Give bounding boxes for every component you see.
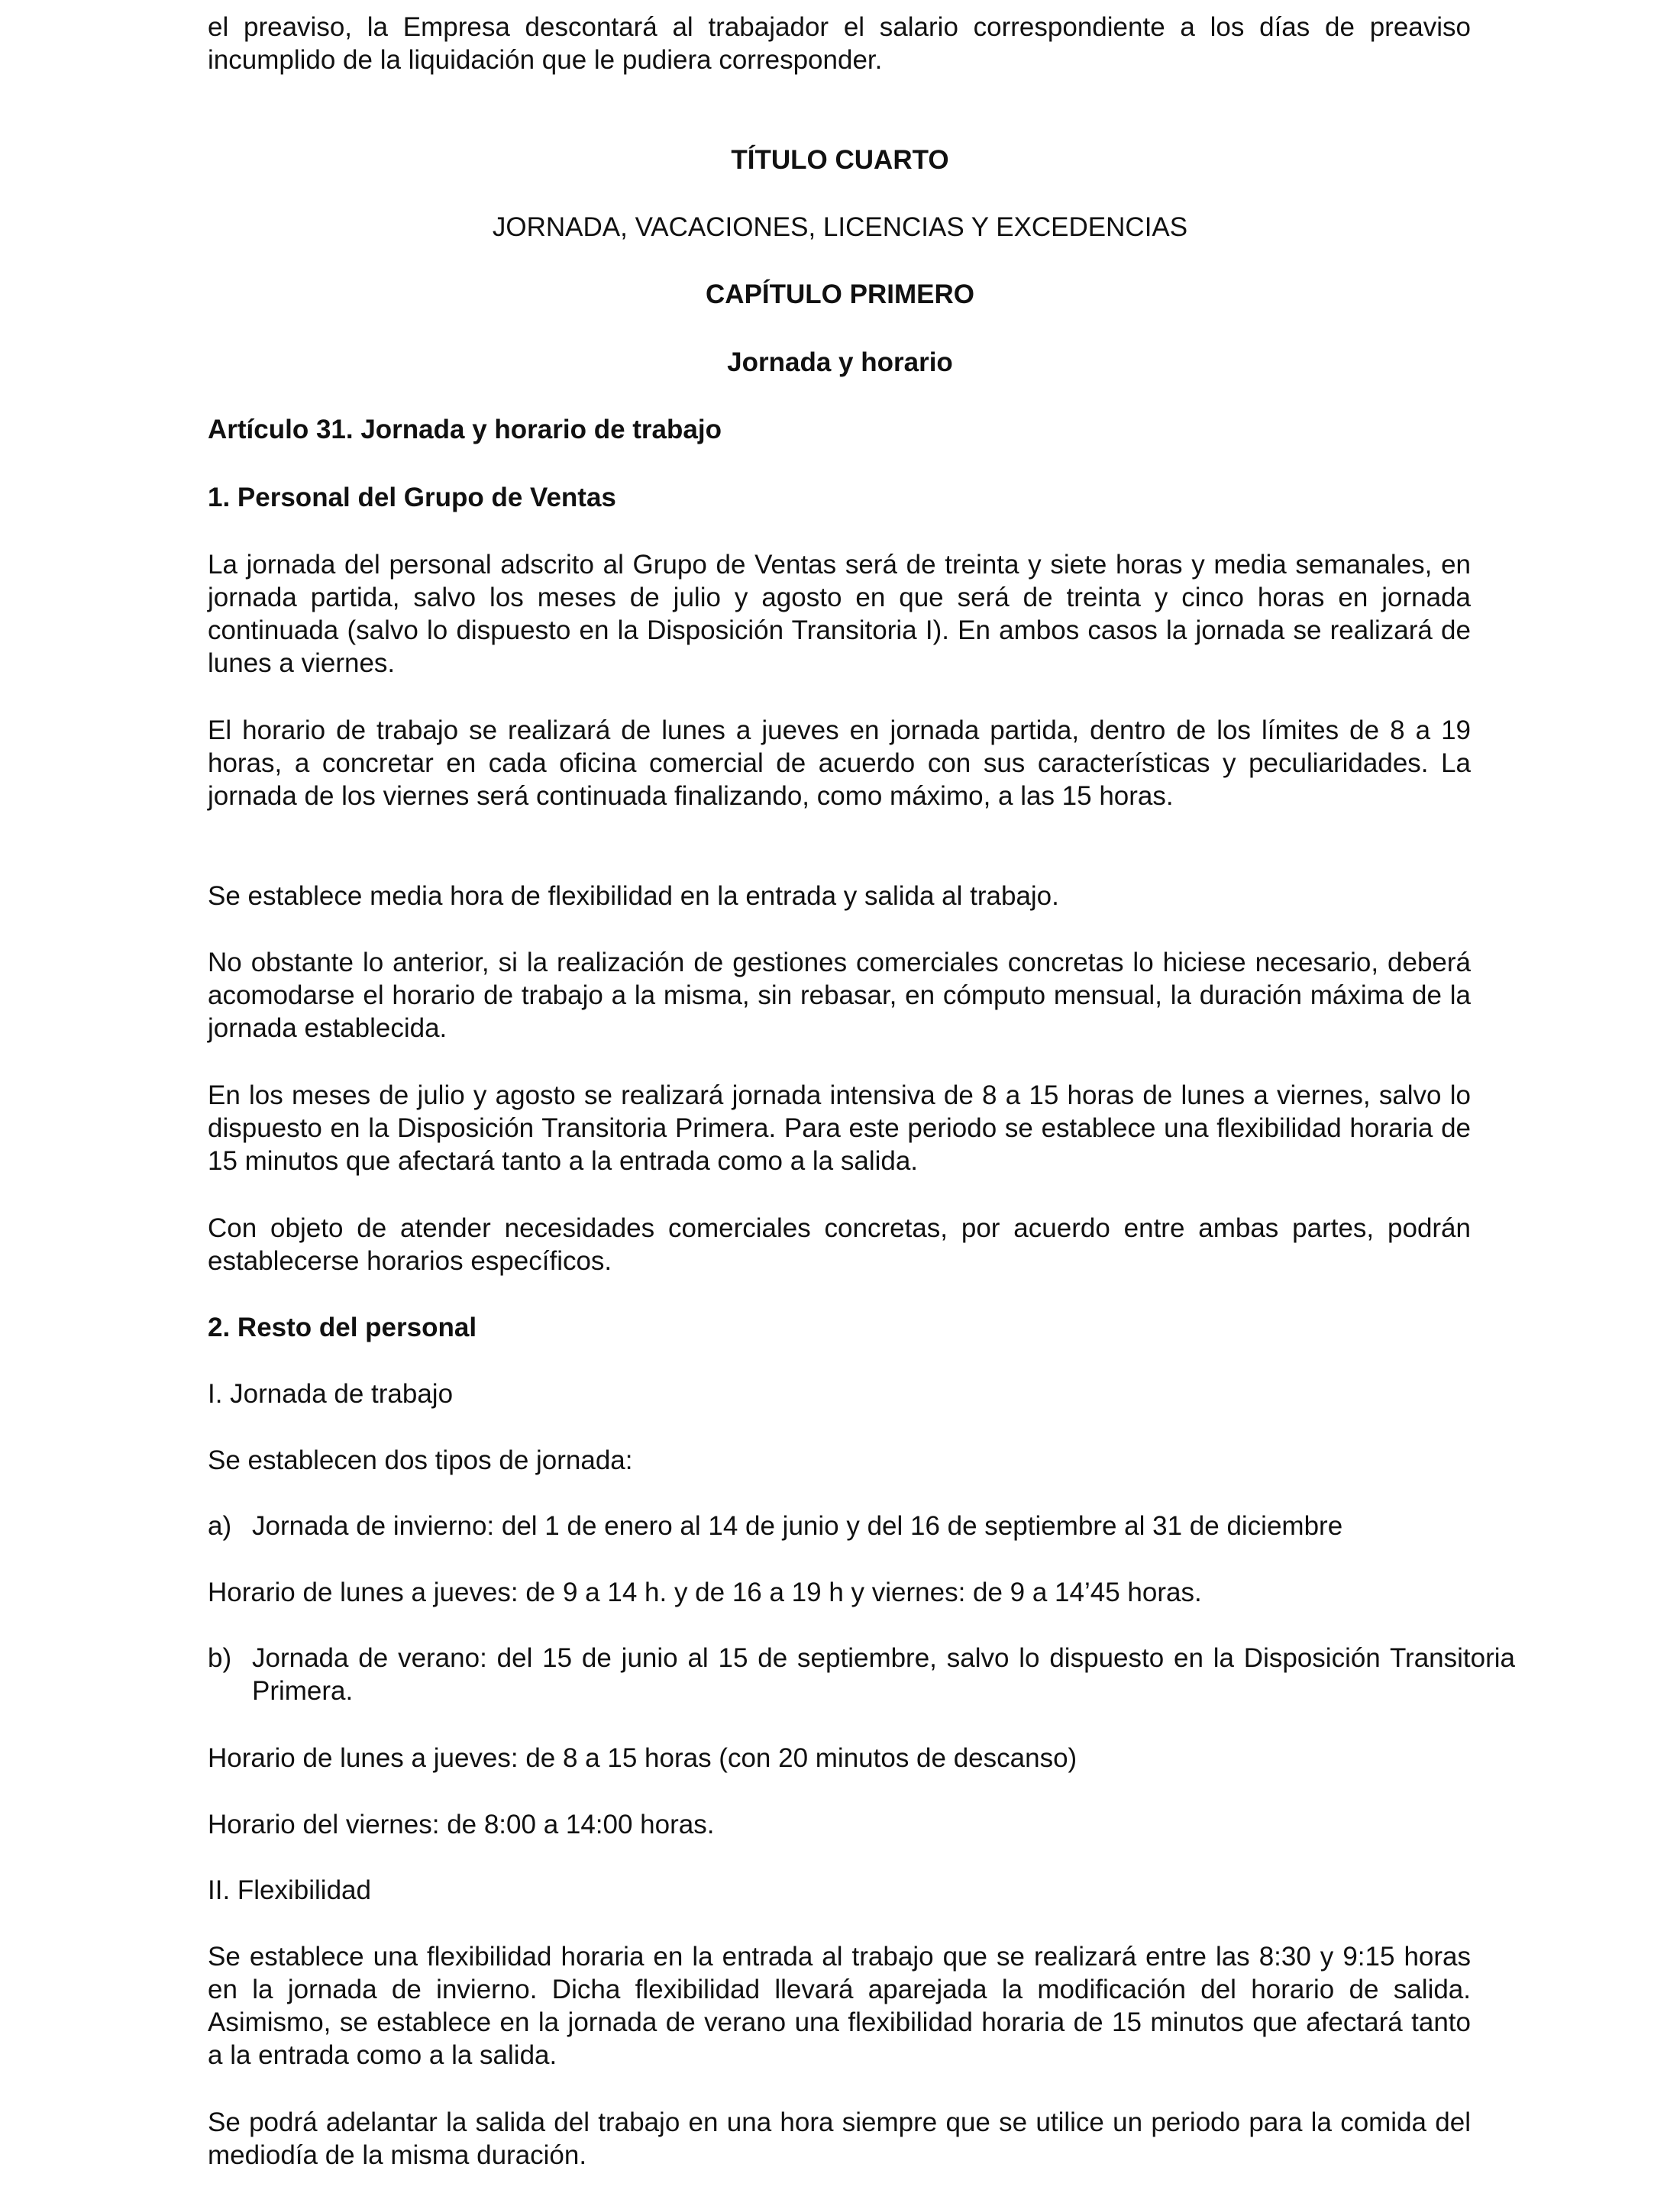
flex-paragraph: Se podrá adelantar la salida del trabajo en una hora siempre que se utilice un periodo para la comida del mediodía de la misma duración. [208, 2107, 1471, 2170]
capitulo-heading: CAPÍTULO PRIMERO [706, 279, 974, 309]
section2-heading: 2. Resto del personal [208, 1313, 477, 1342]
section1-paragraph: El horario de trabajo se realizará de lunes a jueves en jornada partida, dentro de los límites de 8 a 19 horas, a concretar en cada oficina comercial de acuerdo con sus características y peculiaridades. La jornada de los viernes será continuada finalizando, como máximo, a las 15 horas. [208, 715, 1471, 811]
section1-paragraph: Con objeto de atender necesidades comerciales concretas, por acuerdo entre ambas partes, podrán establecerse horarios específicos. [208, 1213, 1471, 1276]
list-marker: b) [208, 1643, 232, 1673]
article-heading: Artículo 31. Jornada y horario de trabajo [208, 415, 722, 444]
list-item-text: Jornada de verano: del 15 de junio al 15 de septiembre, salvo lo dispuesto en la Disposición Transitoria Primera. [252, 1643, 1515, 1706]
list-item-a [208, 1510, 1515, 1542]
section1-heading: 1. Personal del Grupo de Ventas [208, 483, 616, 512]
titulo-subtitle: JORNADA, VACACIONES, LICENCIAS Y EXCEDENCIAS [492, 212, 1188, 242]
intro-paragraph: el preaviso, la Empresa descontará al trabajador el salario correspondiente a los días de preaviso incumplido de la liquidación que le pudiera corresponder. [208, 12, 1471, 75]
list-item-text: Jornada de invierno: del 1 de enero al 14 de junio y del 16 de septiembre al 31 de diciembre [252, 1511, 1343, 1541]
section1-paragraph: No obstante lo anterior, si la realización de gestiones comerciales concretas lo hiciese necesario, deberá acomodarse el horario de trabajo a la misma, sin rebasar, en cómputo mensual, la duración máxima de la jornada establecida. [208, 948, 1471, 1043]
section2-intro: Se establecen dos tipos de jornada: [208, 1445, 633, 1475]
list-marker: a) [208, 1511, 232, 1541]
section2-subheading: I. Jornada de trabajo [208, 1379, 454, 1409]
section1-paragraph: Se establece media hora de flexibilidad en la entrada y salida al trabajo. [208, 881, 1059, 911]
flexibilidad-subheading: II. Flexibilidad [208, 1875, 371, 1905]
flex-paragraph: Se establece una flexibilidad horaria en la entrada al trabajo que se realizará entre las 8:30 y 9:15 horas en la jornada de invierno. Dicha flexibilidad llevará aparejada la modificación del horario de salida. Asimismo, se establece en la jornada de verano una flexibilidad horaria de 15 minutos que afectará tanto a la entrada como a la salida. [208, 1942, 1471, 2070]
horario-invierno: Horario de lunes a jueves: de 9 a 14 h. y de 16 a 19 h y viernes: de 9 a 14’45 horas. [208, 1578, 1202, 1607]
horario-verano-viernes: Horario del viernes: de 8:00 a 14:00 horas. [208, 1810, 715, 1839]
list-item-b [208, 1642, 1515, 1707]
section1-paragraph: La jornada del personal adscrito al Grupo de Ventas será de treinta y siete horas y media semanales, en jornada partida, salvo los meses de julio y agosto en que será de treinta y cinco horas en jornada continuada (salvo lo dispuesto en la Disposición Transitoria I). En ambos casos la jornada se realizará de lunes a viernes. [208, 550, 1471, 678]
titulo-heading: TÍTULO CUARTO [731, 145, 949, 175]
horario-verano-lunes-jueves: Horario de lunes a jueves: de 8 a 15 horas (con 20 minutos de descanso) [208, 1743, 1077, 1773]
section1-paragraph: En los meses de julio y agosto se realizará jornada intensiva de 8 a 15 horas de lunes a viernes, salvo lo dispuesto en la Disposición Transitoria Primera. Para este periodo se establece una flexibilidad horaria de 15 minutos que afectará tanto a la entrada como a la salida. [208, 1080, 1471, 1176]
capitulo-subtitle: Jornada y horario [727, 347, 953, 377]
